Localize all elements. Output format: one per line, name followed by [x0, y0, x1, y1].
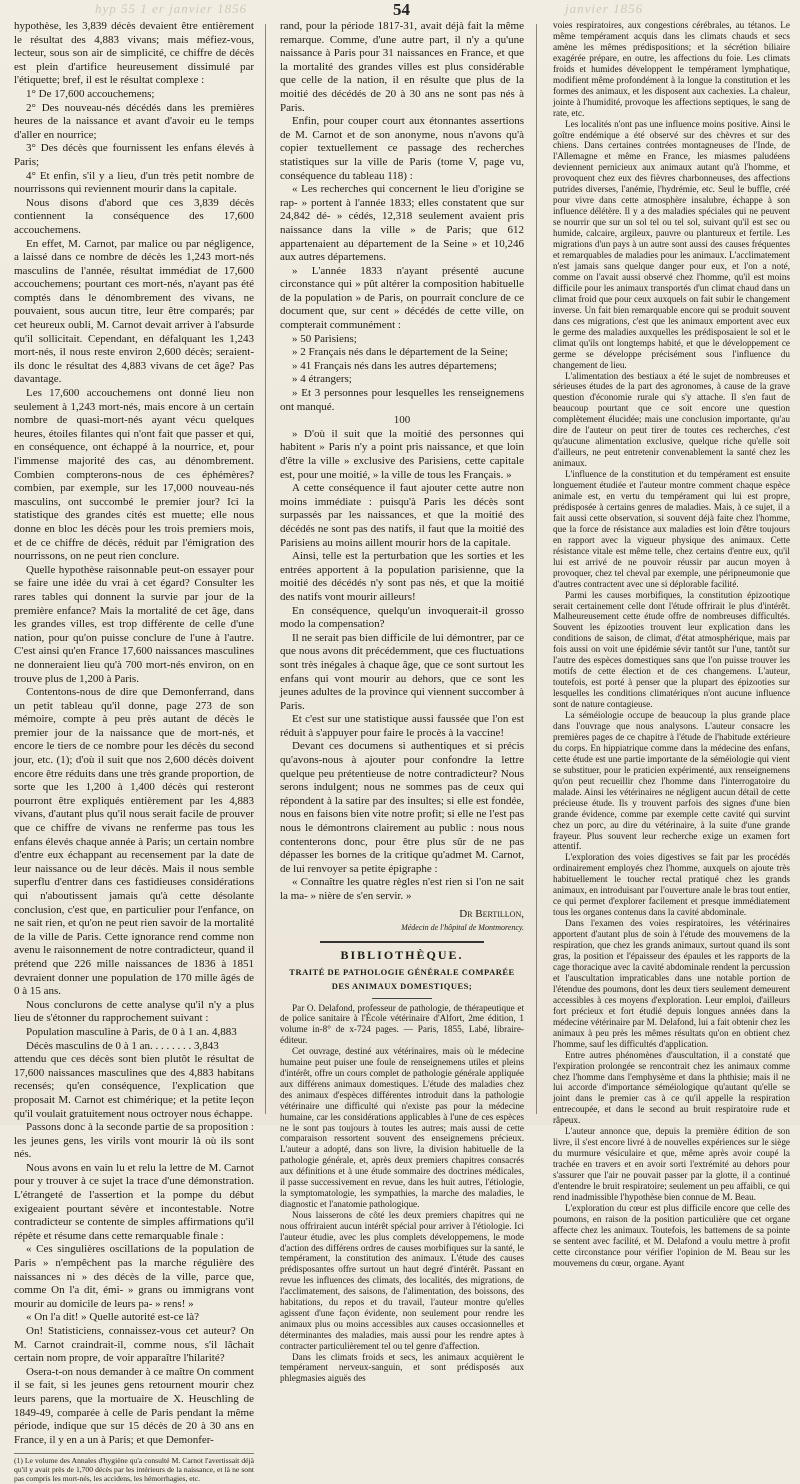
list-item: » Et 3 personnes pour lesquelles les renseignemens ont manqué.	[280, 387, 524, 413]
paragraph: Les 17,600 accouchemens ont donné lieu non seulement à 1,243 mort-nés, mais encore à un certain nombre de quasi-mort-nés ayant vécu quelques heures, étoiles filantes qui n'ont fait que passer et qui, en conséquence, ont échappé à la nourrice, et, pour l'immense majorité des cas, au dénombrement. Combien compterons-nous de ces éphémères? combien, par exemple, sur les 17,000 nouveau-nés masculins, ont succombé le premier jour? Ici la statistique des grandes cités est muette; elle nous donne en bloc les décès pour les trois premiers mois, et de ce chiffre de décès, réduit par l'émigration des nourrissons, on ne peut rien conclure.	[14, 387, 254, 563]
quotation: « Ces singulières oscillations de la population de Paris » n'empêchent pas la marche régulière des naissances ni » des décès de la ville, parce que, comme On l'a dit, émi- » grans ou immigrans vont mourir au domicile de leurs pa- » rens! »	[14, 1243, 254, 1310]
paragraph: L'alimentation des bestiaux a été le sujet de nombreuses et sérieuses études de la part des agronomes, à cause de la grave question d'économie rurale qui s'y attache. Il s'en faut de beaucoup pourtant que ce soit encore une question complètement élucidée; mais une conclusion importante, qu'au dire de l'auteur on peut tirer de toutes ces recherches, c'est qu'aucune alimentation exclusive, quelque riche qu'elle soit d'ailleurs, ne peut entretenir convenablement la santé chez les animaux.	[553, 370, 790, 469]
column-middle	[280, 20, 524, 1384]
column-divider	[536, 24, 537, 1114]
list-item: 4° Et enfin, s'il y a lieu, d'un très petit nombre de nourrissons qui reviennent mourir dans la capitale.	[14, 169, 254, 196]
column-right	[553, 20, 790, 1269]
list-item: » 4 étrangers;	[292, 373, 352, 386]
paragraph: Nous avons en vain lu et relu la lettre de M. Carnot pour y trouver à ce sujet la trace d'une démonstration. L'étrangeté de l'assertion et la pompe du début exigeaient pourtant sévère et incontestable. Notre contradicteur se contente de simples affirmations qu'il répète et résume dans cette remarquable finale :	[14, 1161, 254, 1242]
list-total: 100	[393, 414, 411, 427]
list-item: » 41 Français nés dans les autres départemens;	[292, 359, 497, 372]
divider	[372, 998, 432, 999]
footnote: (1) Le volume des Annales d'hygiène qu'a consulté M. Carnot l'avertissait déjà qu'il y avait près de 1,700 décès par les intérieurs de la naissance, et là ne sont pas compris les mort-nés, les accidens, les hémorrhagies, etc.	[14, 1453, 254, 1483]
paragraph: L'influence de la constitution et du tempérament est ensuite longuement étudiée et l'auteur montre comment chaque espèce animale est, en vertu du tempérament qui lui est propre, prédisposée à certains genres de maladies. Mais, à ce sujet, il a fait aussi cette observation, si souvent déjà faite chez l'homme, que la force de résistance aux maladies est loin d'être toujours en rapport avec la vigueur physique des animaux. Cette résistance vitale est même telle, chez certains d'entre eux, qu'il lui est arrivé de ne pouvoir réussir par aucun moyen à provoquer, chez tel cheval par exemple, une péripneumonie que d'autres contractent avec une si déplorable facilité.	[553, 469, 790, 589]
list-item: » 2 Français nés dans le département de la Seine;	[292, 346, 508, 359]
column-left	[14, 20, 254, 1484]
page-number: 54	[393, 0, 410, 19]
list-item: » 50 Parisiens;	[292, 332, 357, 345]
paragraph: Contentons-nous de dire que Demonferrand, dans un petit tableau qu'il donne, page 273 de son mémoire, compte à peu près autant de décès le premier jour de la naissance que de mort-nés, et encore le tiers de ce nombre pour les décès du second jour, etc. (1); d'où il suit que nos 2,600 décès doivent encore être réduits dans une très grande proportion, de sorte que les 1,200 à 1,400 décès qui resteront pourront être expliqués entièrement par les 4,883 vivans, d'autant plus qu'il nous serait facile de prouver que ce chiffre de vivans ne renferme pas tous les enfans élevés chaque année à Paris; un certain nombre d'entre eux échappant au recensement par la date de leur naissance ou de leur décès. Mais il nous semble superflu d'entrer dans ces fastidieuses considérations qui n'aboutissent jamais qu'à cette désolante conclusion, c'est que, en particulier pour l'enfance, on ne sait rien, et qu'on ne peut rien savoir de la mortalité de la ville de Paris. Cette ignorance rend comme non avenu le raisonnement de notre contradicteur, quand il prétend que 226 mille naissances de 1836 à 1851 devraient donner une population de 170 mille âgés de 0 à 15 ans.	[14, 686, 254, 998]
paragraph: Entre autres phénomènes d'auscultation, il a constaté que l'expiration prolongée se rencontrait chez les animaux comme chez l'homme dans l'emphysème et dans la phthisie; mais il ne lui accorde d'importance séméiologique qu'autant qu'elle se joint dans le premier cas à ce qu'il appelle la respiration entrecoupée, et dans le second au bruit respiratoire rude et râpeux.	[553, 1049, 790, 1126]
author-affiliation: Médecin de l'hôpital de Montmorency.	[401, 923, 524, 933]
list-item: 2° Des nouveau-nés décédés dans les premières heures de la naissance et avant d'avoir eu le temps d'aller en nourrice;	[14, 101, 254, 141]
list-item: 1° De 17,600 accouchemens;	[26, 87, 155, 100]
paragraph: Il ne serait pas bien difficile de lui démontrer, par ce que nous avons dit précédemment, que ces fluctuations sont très inégales à chaque âge, que ce sont surtout les enfans qui vont mourir au dehors, que ce sont les jeunes adultes de la province qui viennent succomber à Paris.	[280, 631, 524, 712]
paragraph: Passons donc à la seconde partie de sa proposition : les jeunes gens, les virils vont mourir là où ils sont nés.	[14, 1121, 254, 1161]
paragraph: On! Statisticiens, connaissez-vous cet auteur? On M. Carnot craindrait-il, comme nous, s'il lâchait certain nom propre, de voir apparaître l'hilarité?	[14, 1325, 254, 1365]
paragraph: attendu que ces décès sont bien plutôt le résultat de 17,600 naissances masculines que des 4,883 habitans recensés; qu'en conséquence, l'explication que proposait M. Carnot est chimérique; et la petite leçon qu'il voulait gratuitement nous octroyer nous échappe.	[14, 1053, 254, 1120]
paragraph: Parmi les causes morbifiques, la constitution épizootique serait certainement celle dont l'étude offrirait le plus d'intérêt. Malheureusement cette étude offre de nombreuses difficultés. Souvent les épizooties trouvent leur explication dans les conditions de saison, de climat, d'état atmosphérique, mais par fois aussi on voit une épidémie sévir tantôt sur l'une, tantôt sur l'autre des espèces domestiques sans que l'on puisse trouver les motifs de cette élection et de ces changemens. L'auteur, toutefois, est porté à penser que la plupart des épizooties sur lesquelles les conditions climatériques n'ont aucune influence sont de nature contagieuse.	[553, 589, 790, 710]
paragraph: Nous laisserons de côté les deux premiers chapitres qui ne nous offriraient aucun intérêt spécial pour arriver à l'étiologie. Ici l'auteur étudie, avec les plus complets développemens, le mode d'action des différens ordres de causes morbifiques sur la santé, le tempérament, la constitution des animaux. L'étude des causes prédisposantes offre surtout un haut degré d'intérêt. Passant en revue les influences des climats, des localités, des migrations, de l'acclimatement, des saisons, de l'alimentation, des boissons, des habitations, du repos et du travail, l'auteur montre qu'elles agissent d'une façon évidente, non seulement pour rendre les animaux plus ou moins accessibles aux causes occasionnelles et déterminantes des maladies, mais aussi pour les rendre aptes à contracter particulièrement tel ou tel genre d'affection.	[280, 1209, 524, 1351]
paragraph: rand, pour la période 1817-31, avait déjà fait la même remarque. Comme, d'une autre part, il n'y a qu'une naissance à Paris pour 31 naissances en France, et que la mortalité des grandes villes est plus considérable que celle de la nation, il en résulte que plus de la moitié des décédés de 20 à 30 ans ne sont pas nés à Paris.	[280, 20, 524, 114]
paragraph: L'auteur annonce que, depuis la première édition de son livre, il s'est encore livré à de nouvelles expériences sur le siège du murmure vésiculaire et que, même après avoir coupé la trachée en travers et en avoir sorti l'extrémité au dehors pour s'assurer que l'air ne pouvait passer par la glotte, il a continué d'entendre le bruit respiratoire; seulement un peu affaibli, ce qui rend inadmissible l'hypothèse bien connue de M. Beau.	[553, 1126, 790, 1202]
paragraph: L'exploration du cœur est plus difficile encore que celle des poumons, en raison de la position particulière que cet organe affecte chez les animaux. Toutefois, les battemens de sa pointe se sentent avec facilité, et M. Delafond a voulu mettre à profit cette circonstance pour vérifier l'opinion de M. Beau sur les mouvemens du cœur, organe. Ayant	[553, 1202, 790, 1268]
paragraph: « On l'a dit! » Quelle autorité est-ce là?	[26, 1311, 200, 1324]
paragraph: Nous disons d'abord que ces 3,839 décès contiennent la conséquence des 17,600 accouchemens.	[14, 196, 254, 236]
table-row: Population masculine à Paris, de 0 à 1 an. 4,883	[26, 1025, 237, 1038]
quotation: « Les recherches qui concernent le lieu d'origine se rap- » portent à l'année 1833; elles constatent que sur 24,842 dé- » cédés, 12,318 seulement avaient pris naissance dans la ville » de Paris; que 612 appartenaient au département de la Seine » et 10,246 aux autres départemens.	[280, 183, 524, 264]
paragraph: Devant ces documens si authentiques et si précis qu'avons-nous à ajouter pour confondre la lettre quelque peu prétentieuse de notre contradicteur? Nous serons indulgent; nous ne sommes pas de ceux qui répondent à la satire par des insultes; si elle est fondée, nous en faisons bien vite notre profit; si elle ne l'est pas nous le démontrons clairement au public : nous nous contenterons donc, pour être plus sûr de ne pas dépasser les bornes de la critique qu'admet M. Carnot, de lui renvoyer sa petite épigraphe :	[280, 740, 524, 875]
bleed-through-header-left: hyp 55 1 er janvier 1856	[95, 1, 248, 16]
paragraph: En conséquence, quelqu'un invoquerait-il grosso modo la compensation?	[280, 604, 524, 631]
paragraph: Et c'est sur une statistique aussi faussée que l'on est réduit à s'appuyer pour faire le procès à la vaccine!	[280, 713, 524, 739]
list-item: 3° Des décès que fournissent les enfans élevés à Paris;	[14, 142, 254, 168]
paragraph: En effet, M. Carnot, par malice ou par négligence, a laissé dans ce nombre de décès les 1,243 mort-nés masculins de l'année, résultat immédiat de 17,600 accouchemens; pourtant ces mort-nés, n'ayant pas été comptés dans le dénombrement des vivans, ne pouvaient, sous aucun titre, leur être comparés; par cet heureux oubli, M. Carnot devait arriver à l'absurde qu'il sollicitait. Cependant, en défalquant les 1,243 mort-nés, il nous reste environ 2,600 décès; seraient-ils donc le résultat des 4,883 vivans de cet âge? Pas davantage.	[14, 237, 254, 386]
quotation: « Connaître les quatre règles n'est rien si l'on ne sait la ma- » nière de s'en servir. »	[280, 876, 524, 902]
paragraph: Dans l'examen des voies respiratoires, les vétérinaires apportent d'autant plus de soin à l'étude des mouvemens de la respiration, que chez les grands animaux, surtout quand ils sont gras, la position et l'épaisseur des épaules et les rapports de la cage thoracique avec la cavité abdominale rendent la percussion et l'auscultation impraticables dans une notable portion de l'étendue des poumons, dont les deux tiers seulement demeurent accessibles à ces moyens d'exploration. Leur emploi, d'ailleurs fort précieux et fort étudié depuis longues années dans la médecine vétérinaire par M. Delafond, lui a fait obtenir chez les animaux à peu près les mêmes résultats qu'on en obtient chez l'homme, sauf les difficultés d'application.	[553, 918, 790, 1049]
paragraph: A cette conséquence il faut ajouter cette autre non moins immédiate : puisqu'à Paris les décès sont surpassés par les naissances, et que la moitié des décédés ne sont pas des natifs, il faut que la moitié des Parisiens au moins aillent mourir hors de la capitale.	[280, 482, 524, 549]
paragraph: L'exploration des voies digestives se fait par les procédés ordinairement employés chez l'homme, auxquels on ajoute très habituellement le toucher rectal pratiqué chez les grands animaux, en introduisant par l'ouverture anale le bras tout entier, ce qui permet d'explorer facilement et presque immédiatement tous les organes contenus dans la cavité abdominale.	[553, 852, 790, 918]
author-signature: Dr Bertillon,	[459, 907, 524, 920]
quotation: » D'où il suit que la moitié des personnes qui habitent » Paris n'y a point pris naissance, et que loin d'être la ville » exclusive des Parisiens, cette capitale est, pour une moitié, » la ville de tous les Français. »	[280, 427, 524, 481]
section-divider	[320, 941, 484, 943]
paragraph: Dans les climats froids et secs, les animaux acquièrent le tempérament nerveux-sanguin, et sont prédisposés aux phlegmasies aiguës des	[280, 1351, 524, 1384]
book-title: TRAITÉ DE PATHOLOGIE GÉNÉRALE COMPARÉE DES ANIMAUX DOMESTIQUES;	[289, 967, 515, 991]
paragraph: Enfin, pour couper court aux étonnantes assertions de M. Carnot et de son anonyme, nous n'avons qu'à copier textuellement ce passage des recherches statistiques sur la ville de Paris (tome V, page vu, conséquence du tableau 118) :	[280, 115, 524, 182]
paragraph: Quelle hypothèse raisonnable peut-on essayer pour se faire une idée du vrai à cet égard? Consulter les rares tables qui donnent la survie par jour de la première enfance? Mais la mortalité de cet âge, dans les grandes villes, est trop différente de celle d'une nation, pour qu'on puisse conclure de l'une à l'autre. C'est ainsi qu'en France 17,600 naissances masculines ne donneraient lieu qu'à 700 mort-nés environ, on en trouve plus de 1,200 à Paris.	[14, 563, 254, 685]
book-review	[280, 1003, 524, 1385]
paragraph: La séméiologie occupe de beaucoup la plus grande place dans l'ouvrage que nous analysons. L'auteur consacre les premières pages de ce chapitre à l'étude de l'habitude extérieure du corps. En hippiatrique comme dans la médecine des enfans, cette étude est une partie importante de la séméiologie qui vient se substituer, pour le praticien expérimenté, aux renseignemens qu'on peut recueillir chez l'homme dans l'interrogatoire du malade. Ainsi les vétérinaires ne négligent aucun détail de cette précieuse étude. Ils y trouvent parfois des signes d'une bien grande évidence, comme par exemple cette cavité qui survint chez un porc, au dire du vétérinaire, à la suite d'une grande frayeur. Plus souvent leur recherche exige un examen fort attentif.	[553, 710, 790, 852]
quotation: » L'année 1833 n'ayant présenté aucune circonstance qui » pût altérer la composition habituelle de la population » de Paris, on pourrait conclure de ce document que, sur cent » décédés de cette ville, on compterait communément :	[280, 264, 524, 332]
paragraph: Les localités n'ont pas une influence moins positive. Ainsi le goître endémique a été observé sur des chèvres et sur des chiens. Dans certaines contrées montagneuses de l'Inde, de l'Allemagne et même en France, les miasmes paludéens deviennent pernicieux aux animaux autant qu'à l'homme, et provoquent chez eux des fièvres charbonneuses, des affections putrides diverses, l'anémie, l'hydrémie, etc. Seul le buffle, créé pour vivre dans cette atmosphère insalubre, échappe à son influence délétère. Il y a des maladies spéciales qui ne peuvent se nourrir que sur un sol tel ou tel sol, suivant qu'il est sec ou humide, calcaire, argileux, pauvre ou plantureux et fertile. Les migrations d'un pays à un autre sont aussi des causes fréquentes et remarquables de maladies pour les animaux. L'acclimatement n'est jamais sans quelque danger pour eux, et l'on a noté, comme on l'avait aussi observé chez l'homme, qu'il est moins difficile pour les animaux transportés d'un climat chaud dans un climat froid que pour ceux auxquels on fait subir le changement inverse. Un fait bien remarquable encore qui se produit souvent dans ces migrations, c'est que les animaux emportent avec eux le germe des maladies auxquelles les prédisposaient le sol et le climat qu'ils ont longtemps habité, et que le développement ce germe se développe précisément sous l'influence du changement de lieu.	[553, 118, 790, 370]
paragraph: Nous conclurons de cette analyse qu'il n'y a plus lieu de s'étonner du rapprochement suivant :	[14, 998, 254, 1025]
paragraph: hypothèse, les 3,839 décès devaient être entièrement le résultat des 4,883 vivans; mais méfiez-vous, lecteur, sous son air de simplicité, ce chiffre de décès est plein d'artifice heureusement dissimulé par l'étiquette; bref, il est le résultat complexe :	[14, 20, 254, 87]
paragraph: Ainsi, telle est la perturbation que les sorties et les entrées apportent à la population parisienne, que la moitié des décédés n'y sont pas nés, et que la moitié des natifs vont mourir ailleurs!	[280, 550, 524, 603]
bleed-through-header-right: janvier 1856	[565, 1, 644, 16]
paragraph: Osera-t-on nous demander à ce maître On comment il se fait, si les jeunes gens retournent mourir chez leurs parens, que la mortuaire de X. Heuschling de 1849-49, comparée à celle de Paris pendant la même période, indique que sur 15 décès de 20 à 30 ans en France, il y en a un à Paris; et que Demonfer-	[14, 1365, 254, 1446]
paragraph: Cet ouvrage, destiné aux vétérinaires, mais où le médecine humaine peut puiser une foule de renseignemens utiles et pleins d'intérêt, offre un cours complet de pathologie générale appliquée aux différens animaux domestiques. L'étude des maladies chez des animaux d'espèces différentes introduit dans la pathologie vétérinaire une difficulté qui n'existe pas pour la médecine humaine, car les considérations applicables à l'une de ces espèces ne le sont pas toujours à toutes les autres; mais aussi de cette comparaison ressortent souvent des enseignemens précieux. L'auteur a adopté, dans son livre, la division habituelle de la pathologie générale, et, après deux premiers chapitres consacrés aux définitions et à une étude sommaire des doctrines médicales, il passe successivement en revue, dans les huit autres, l'étiologie, la symptomatologie, les sympathies, la marche des maladies, le diagnostic et l'anatomie pathologique.	[280, 1046, 524, 1209]
column-divider	[265, 24, 266, 1114]
section-title: BIBLIOTHÈQUE.	[340, 947, 464, 962]
paragraph: voies respiratoires, aux congestions cérébrales, au tétanos. Le même tempérament acquis dans les climats chauds et secs amène les mêmes prédispositions; et la sécrétion biliaire exagérée prépare, en outre, les affections du foie. Les climats froids et humides développent le tempérament lymphatique, modifient même profondément à la longue la constitution et les formes des animaux, et les disposent aux cachexies. La chaleur, jointe à l'humidité, provoque les affections septiques, le sang de rate, etc.	[553, 20, 790, 118]
table-row: Décès masculins de 0 à 1 an. . . . . . . . 3,843	[26, 1039, 219, 1052]
book-citation: Par O. Delafond, professeur de pathologie, de thérapeutique et de police sanitaire à l'École vétérinaire d'Alfort, 2me édition, 1 volume in-8° de x-724 pages. — Paris, 1855, Labé, libraire-éditeur.	[280, 1002, 524, 1046]
